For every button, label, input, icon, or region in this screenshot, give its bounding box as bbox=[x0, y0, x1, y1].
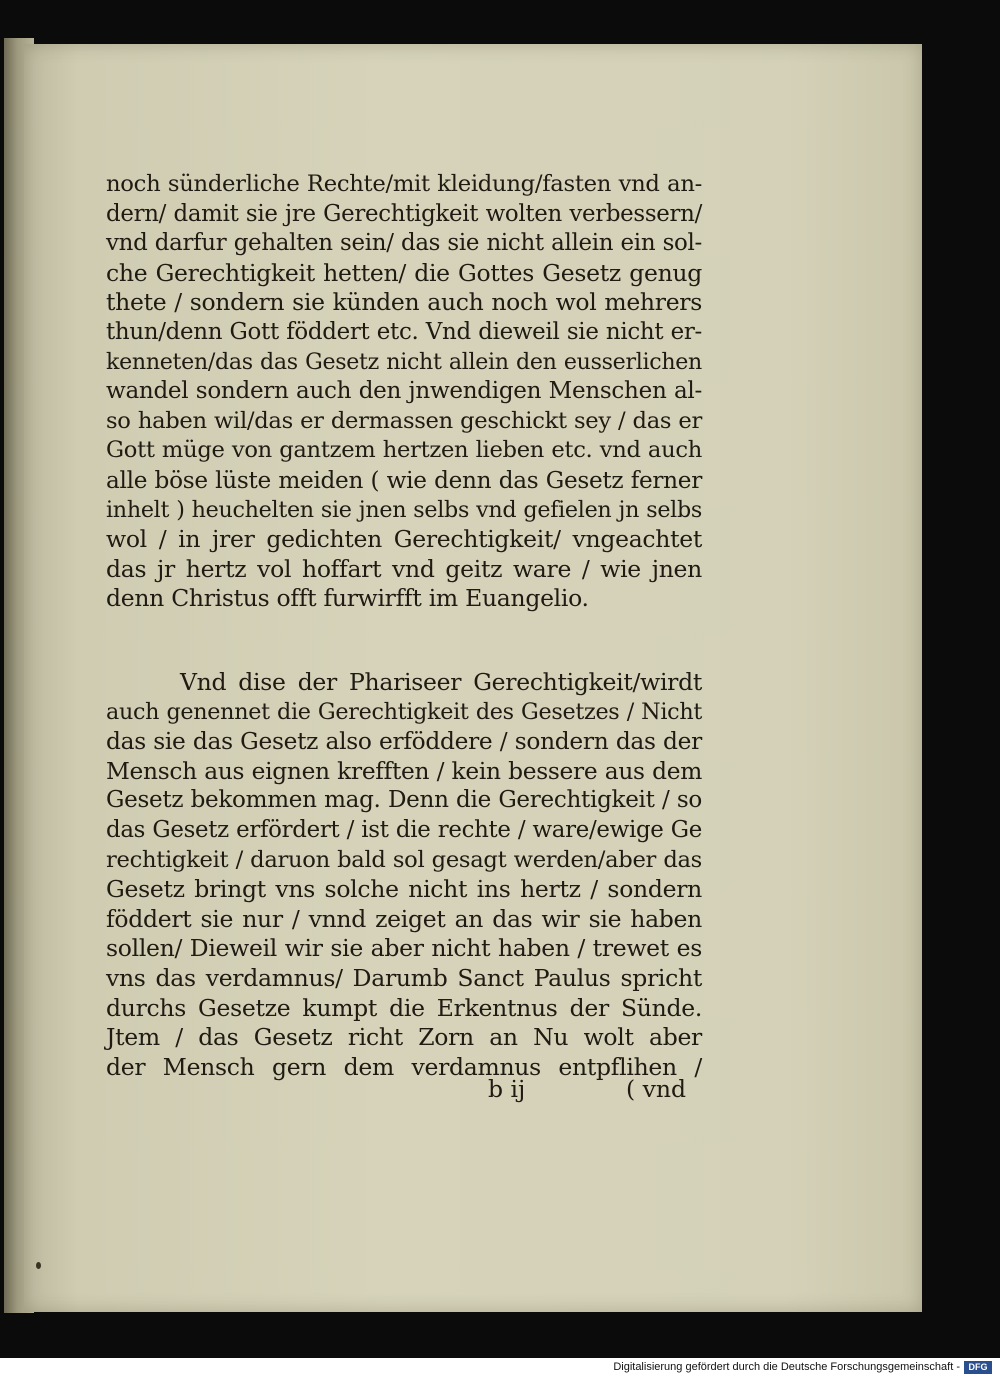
dfg-logo: DFG bbox=[964, 1361, 992, 1374]
text-line: wol / in jrer gedichten Gerechtigkeit/ vngeachtet bbox=[106, 525, 702, 554]
text-line: che Gerechtigkeit hetten/ die Gottes Gesetz genug bbox=[106, 258, 702, 287]
text-line: das sie das Gesetz also erföddere / sondern das der bbox=[106, 728, 702, 756]
text-line: Mensch aus eignen krefften / kein bessere aus dem bbox=[106, 757, 702, 785]
text-line: Vnd dise der Phariseer Gerechtigkeit/wirdt bbox=[180, 668, 702, 696]
text-line: wandel sondern auch den jnwendigen Menschen al- bbox=[106, 378, 702, 405]
text-line: föddert sie nur / vnnd zeiget an das wir sie haben bbox=[106, 904, 702, 933]
text-line: thun/denn Gott föddert etc. Vnd dieweil sie nicht er- bbox=[106, 318, 702, 345]
text-line: dern/ damit sie jre Gerechtigkeit wolten verbessern/ bbox=[106, 200, 702, 227]
funding-credit: Digitalisierung gefördert durch die Deutsche Forschungsgemeinschaft - bbox=[613, 1361, 960, 1373]
text-line: Jtem / das Gesetz richt Zorn an Nu wolt aber bbox=[106, 1023, 702, 1052]
text-line: vns das verdamnus/ Darumb Sanct Paulus spricht bbox=[106, 963, 702, 992]
text-line: Gesetz bringt vns solche nicht ins hertz / sondern bbox=[106, 875, 702, 904]
text-line: das jr hertz vol hoffart vnd geitz ware / wie jnen bbox=[106, 554, 702, 583]
text-line: kenneten/das das Gesetz nicht allein den eusserlichen bbox=[106, 348, 702, 375]
paragraph-1 bbox=[106, 170, 702, 614]
text-line: durchs Gesetze kumpt die Erkentnus der Sünde. bbox=[106, 993, 702, 1022]
text-line: inhelt ) heuchelten sie jnen selbs vnd gefielen jn selbs bbox=[106, 496, 702, 523]
text-line: Gesetz bekommen mag. Denn die Gerechtigkeit / so bbox=[106, 787, 702, 814]
footer-bar bbox=[0, 1358, 1000, 1378]
signature-mark: b ij bbox=[488, 1075, 526, 1103]
text-line: Gott müge von gantzem hertzen lieben etc. vnd auch bbox=[106, 437, 702, 464]
paragraph-2 bbox=[106, 668, 702, 1082]
paper-speck bbox=[36, 1262, 41, 1269]
text-line: sollen/ Dieweil wir sie aber nicht haben / trewet es bbox=[106, 934, 702, 963]
text-line: vnd darfur gehalten sein/ das sie nicht allein ein sol- bbox=[106, 230, 702, 257]
text-line: rechtigkeit / daruon bald sol gesagt werden/aber das bbox=[106, 846, 702, 873]
text-line: noch sünderliche Rechte/mit kleidung/fasten vnd an- bbox=[106, 171, 702, 197]
text-line: denn Christus offt furwirfft im Euangelio. bbox=[106, 584, 589, 613]
text-line: das Gesetz erfördert / ist die rechte / ware/ewige Ge bbox=[106, 816, 702, 843]
catchword: ( vnd bbox=[626, 1075, 687, 1103]
text-line: thete / sondern sie künden auch noch wol mehrers bbox=[106, 288, 702, 317]
text-line: der Mensch gern dem verdamnus entpflihen / bbox=[106, 1052, 702, 1081]
text-line: auch genennet die Gerechtigkeit des Gesetzes / Nicht bbox=[106, 698, 702, 725]
text-line: alle böse lüste meiden ( wie denn das Gesetz ferner bbox=[106, 466, 702, 494]
text-line: so haben wil/das er dermassen geschickt sey / das er bbox=[106, 407, 702, 434]
